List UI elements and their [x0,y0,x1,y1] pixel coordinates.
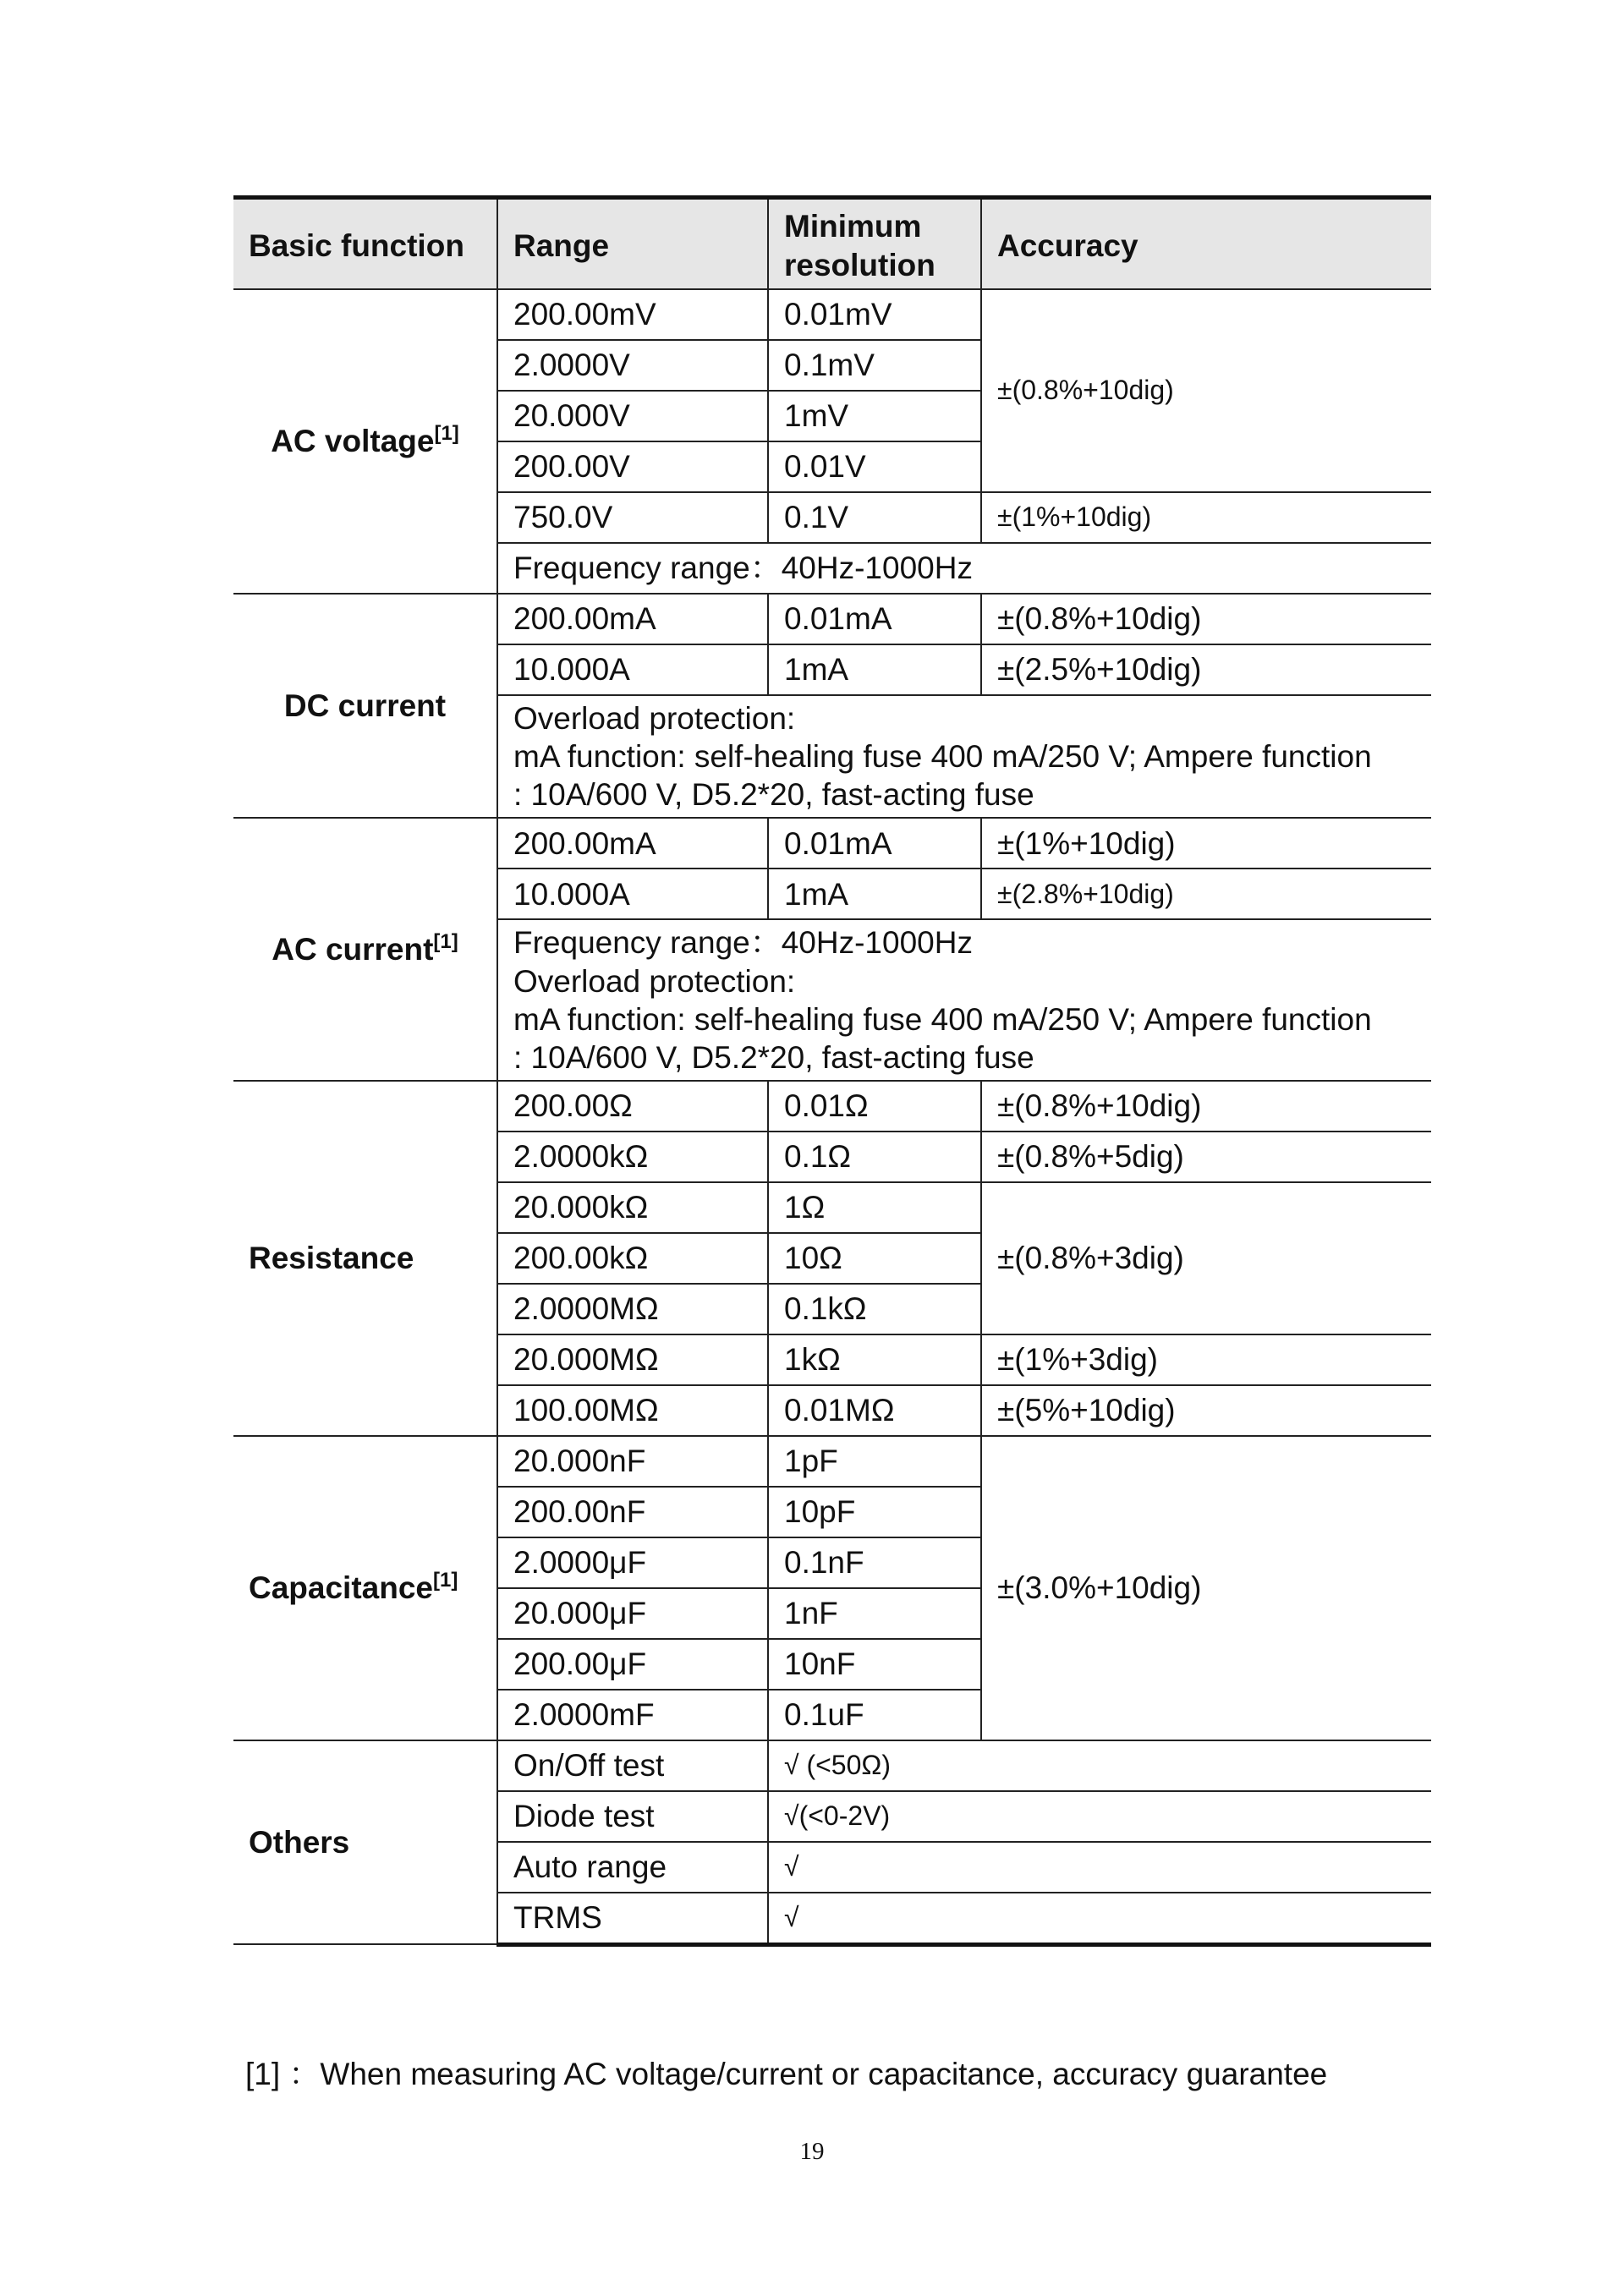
table-header-row [233,198,1431,290]
footnote-text: [1] ：When measuring AC voltage/current or capacitance, accuracy guarantee [245,2057,1328,2091]
accuracy-cell: ±(2.8%+10dig) [981,869,1431,919]
function-label: AC current [272,932,434,967]
range-cell: 10.000A [497,644,768,695]
overload-protection-note [497,919,1431,1081]
range-cell: 2.0000μF [497,1537,768,1588]
range-cell: 200.00Ω [497,1081,768,1132]
feature-name-cell: Auto range [497,1842,768,1893]
note-line: Overload protection: [513,963,796,999]
frequency-range-cell: Frequency range：40Hz-1000Hz [497,543,1431,594]
resolution-cell: 0.01mV [768,289,981,340]
accuracy-cell: ±(0.8%+10dig) [981,1081,1431,1132]
range-cell: 200.00nF [497,1487,768,1537]
range-cell: 20.000μF [497,1588,768,1639]
range-cell: 20.000V [497,391,768,441]
resolution-cell: 10Ω [768,1233,981,1284]
range-cell: 100.00MΩ [497,1385,768,1436]
function-resistance: Resistance [233,1081,497,1436]
resolution-cell: 0.1mV [768,340,981,391]
accuracy-cell: ±(1%+10dig) [981,818,1431,869]
resolution-cell: 0.1kΩ [768,1284,981,1334]
feature-value-cell: √ [768,1893,1431,1945]
accuracy-cell: ±(0.8%+5dig) [981,1132,1431,1182]
header-minimum-resolution [768,198,981,290]
resolution-cell: 0.01V [768,441,981,492]
feature-name-cell: On/Off test [497,1740,768,1791]
note-line: mA function: self-healing fuse 400 mA/250 V; Ampere function [513,1001,1372,1037]
resolution-cell: 0.01MΩ [768,1385,981,1436]
resolution-cell: 0.01mA [768,818,981,869]
range-cell: 2.0000kΩ [497,1132,768,1182]
range-cell: 2.0000V [497,340,768,391]
footnote-ref: [1] [433,1569,458,1592]
footnote-ref: [1] [434,422,459,446]
feature-value-cell: √(<0-2V) [768,1791,1431,1842]
range-cell: 200.00μF [497,1639,768,1690]
range-cell: 200.00kΩ [497,1233,768,1284]
range-cell: 2.0000MΩ [497,1284,768,1334]
resolution-cell: 0.1Ω [768,1132,981,1182]
note-line: : 10A/600 V, D5.2*20, fast-acting fuse [513,777,1034,813]
resolution-cell: 1mV [768,391,981,441]
accuracy-cell: ±(1%+3dig) [981,1334,1431,1385]
accuracy-cell: ±(3.0%+10dig) [981,1436,1431,1740]
accuracy-cell: ±(1%+10dig) [981,492,1431,543]
header-min-res-line1: Minimum [784,209,922,244]
range-cell: 20.000MΩ [497,1334,768,1385]
resolution-cell: 10pF [768,1487,981,1537]
resolution-cell: 0.01mA [768,594,981,644]
range-cell: 20.000nF [497,1436,768,1487]
feature-value-cell: √ [768,1842,1431,1893]
accuracy-cell: ±(0.8%+3dig) [981,1182,1431,1334]
range-cell: 200.00V [497,441,768,492]
range-cell: 200.00mA [497,818,768,869]
note-line: : 10A/600 V, D5.2*20, fast-acting fuse [513,1039,1034,1075]
note-line: Frequency range：40Hz-1000Hz [513,925,973,961]
table-row [233,289,1431,340]
accuracy-cell: ±(5%+10dig) [981,1385,1431,1436]
resolution-cell: 1mA [768,869,981,919]
function-label: Capacitance [249,1570,433,1606]
feature-value-cell: √ (<50Ω) [768,1740,1431,1791]
page-number: 19 [799,2138,825,2165]
table-row [233,1436,1431,1487]
resolution-cell: 1nF [768,1588,981,1639]
table-row [233,1740,1431,1791]
footnote-ref: [1] [433,930,458,954]
feature-name-cell: Diode test [497,1791,768,1842]
range-cell: 750.0V [497,492,768,543]
resolution-cell: 1Ω [768,1182,981,1233]
range-cell: 20.000kΩ [497,1182,768,1233]
function-ac-voltage [233,289,497,594]
accuracy-cell: ±(0.8%+10dig) [981,289,1431,492]
resolution-cell: 0.1uF [768,1690,981,1740]
resolution-cell: 1mA [768,644,981,695]
resolution-cell: 0.1nF [768,1537,981,1588]
range-cell: 200.00mA [497,594,768,644]
function-capacitance [233,1436,497,1740]
feature-name-cell: TRMS [497,1893,768,1945]
resolution-cell: 0.01Ω [768,1081,981,1132]
note-line: Overload protection: [513,701,796,736]
resolution-cell: 1kΩ [768,1334,981,1385]
resolution-cell: 1pF [768,1436,981,1487]
note-line: mA function: self-healing fuse 400 mA/250 V; Ampere function [513,739,1372,775]
range-cell: 10.000A [497,869,768,919]
function-label: AC voltage [271,424,435,459]
overload-protection-note [497,695,1431,818]
function-dc-current: DC current [233,594,497,818]
header-accuracy: Accuracy [981,198,1431,290]
table-row [233,594,1431,644]
accuracy-cell: ±(2.5%+10dig) [981,644,1431,695]
range-cell: 200.00mV [497,289,768,340]
range-cell: 2.0000mF [497,1690,768,1740]
accuracy-cell: ±(0.8%+10dig) [981,594,1431,644]
table-row [233,1081,1431,1132]
header-range: Range [497,198,768,290]
header-basic-function: Basic function [233,198,497,290]
specification-table [233,195,1431,1947]
function-ac-current [233,818,497,1081]
table-row [233,818,1431,869]
function-others: Others [233,1740,497,1945]
header-min-res-line2: resolution [784,247,935,282]
resolution-cell: 10nF [768,1639,981,1690]
resolution-cell: 0.1V [768,492,981,543]
